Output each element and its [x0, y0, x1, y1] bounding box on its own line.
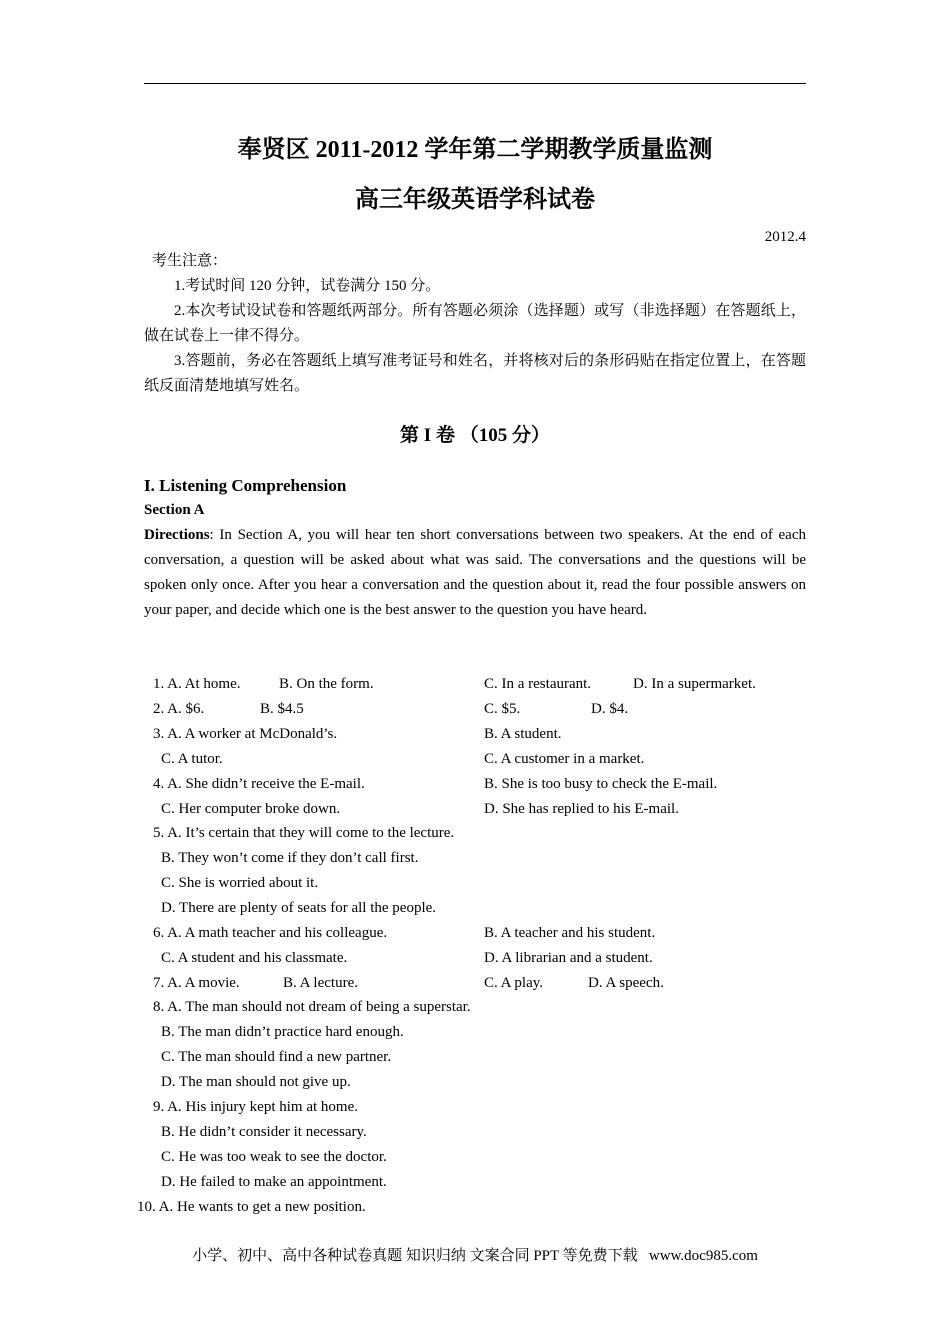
section-subtitle: Section A	[144, 502, 205, 518]
option: D. In a supermarket.	[633, 676, 756, 692]
option: C. A customer in a market.	[484, 751, 645, 767]
option: C. $5.	[484, 701, 521, 717]
option: D. She has replied to his E-mail.	[484, 801, 679, 817]
note-item: 2.本次考试设试卷和答题纸两部分。所有答题必须涂（选择题）或写（非选择题）在答题纸上，做在试卷上一律不得分。	[144, 303, 806, 344]
header-rule	[144, 83, 806, 84]
option: B. She is too busy to check the E-mail.	[484, 776, 718, 792]
option: B. They won’t come if they don’t call first.	[161, 850, 419, 866]
option: B. A teacher and his student.	[484, 925, 656, 941]
option: C. A student and his classmate.	[161, 950, 348, 966]
option: 1. A. At home.	[153, 676, 241, 692]
note-item: 1.考试时间 120 分钟，试卷满分 150 分。	[174, 278, 441, 294]
option: D. There are plenty of seats for all the people.	[161, 900, 437, 916]
note-item: 3.答题前，务必在答题纸上填写准考证号和姓名，并将核对后的条形码贴在指定位置上，在答题纸反面清楚地填写姓名。	[144, 353, 806, 394]
directions-text: : In Section A, you will hear ten short conversations between two speakers. At the end of each conversation, a question will be asked about what was said. The conversations and the questions will be spoken only once. After you hear a conversation and the question about it, read the four possible answers on your paper, and decide which one is the best answer to the question you have heard.	[144, 527, 806, 618]
part-title: 第 I 卷 （105 分）	[400, 425, 550, 446]
directions-label: Directions	[144, 527, 210, 543]
option: D. $4.	[591, 701, 629, 717]
exam-date: 2012.4	[764, 229, 806, 245]
option: D. A librarian and a student.	[484, 950, 653, 966]
option: C. The man should find a new partner.	[161, 1049, 392, 1065]
option: B. On the form.	[279, 676, 374, 692]
option: D. The man should not give up.	[161, 1074, 351, 1090]
option: B. The man didn’t practice hard enough.	[161, 1024, 404, 1040]
option: 9. A. His injury kept him at home.	[153, 1099, 358, 1115]
option: B. He didn’t consider it necessary.	[161, 1124, 367, 1140]
option: C. Her computer broke down.	[161, 801, 341, 817]
option: D. He failed to make an appointment.	[161, 1174, 387, 1190]
option: 10. A. He wants to get a new position.	[137, 1199, 366, 1215]
option: C. He was too weak to see the doctor.	[161, 1149, 387, 1165]
option: 7. A. A movie.	[153, 975, 240, 991]
notes-list	[144, 274, 806, 399]
option: C. She is worried about it.	[161, 875, 319, 891]
page-footer: 小学、初中、高中各种试卷真题 知识归纳 文案合同 PPT 等免费下载 www.doc985.com	[192, 1248, 758, 1264]
option: 6. A. A math teacher and his colleague.	[153, 925, 388, 941]
exam-title: 奉贤区 2011-2012 学年第二学期教学质量监测	[237, 137, 713, 163]
option: B. $4.5	[260, 701, 304, 717]
option: 3. A. A worker at McDonald’s.	[153, 726, 338, 742]
option: B. A lecture.	[283, 975, 358, 991]
option: C. A play.	[484, 975, 544, 991]
option: C. In a restaurant.	[484, 676, 592, 692]
directions	[144, 523, 806, 623]
option: 8. A. The man should not dream of being a superstar.	[153, 999, 471, 1015]
exam-subtitle: 高三年级英语学科试卷	[355, 187, 595, 213]
notes-heading: 考生注意：	[152, 253, 228, 269]
option: 4. A. She didn’t receive the E-mail.	[153, 776, 365, 792]
option: C. A tutor.	[161, 751, 223, 767]
section-title: I. Listening Comprehension	[144, 476, 347, 495]
option: 2. A. $6.	[153, 701, 205, 717]
option: 5. A. It’s certain that they will come to the lecture.	[153, 825, 455, 841]
option: B. A student.	[484, 726, 562, 742]
option: D. A speech.	[588, 975, 664, 991]
